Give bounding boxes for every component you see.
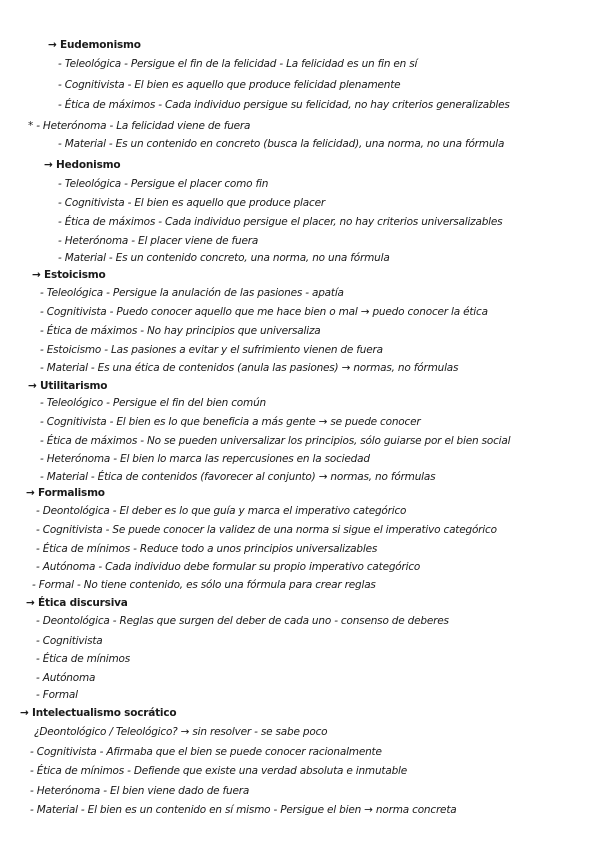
note-line: - Ética de mínimos - Reduce todo a unos principios universalizables [36, 543, 378, 555]
note-line: - Ética de mínimos [36, 653, 131, 665]
note-line: - Cognitivista - Puedo conocer aquello que me hace bien o mal → puedo conocer la ética [40, 306, 488, 318]
section-heading: → Estoicismo [32, 269, 106, 281]
note-line: - Cognitivista - El bien es aquello que produce felicidad plenamente [58, 79, 401, 91]
note-line: - Heterónoma - El bien viene dado de fuera [30, 785, 250, 797]
note-line: - Heterónoma - El placer viene de fuera [58, 235, 259, 247]
note-line: - Cognitivista - El bien es aquello que produce placer [58, 197, 325, 209]
note-line: - Material - Es un contenido en concreto (busca la felicidad), una norma, no una fórmula [58, 138, 505, 150]
note-line: - Material - El bien es un contenido en sí mismo - Persigue el bien → norma concreta [30, 804, 457, 816]
section-heading: → Formalismo [26, 487, 105, 499]
note-line: - Ética de máximos - No se pueden universalizar los principios, sólo guiarse por el bien social [40, 435, 511, 447]
section-heading: → Eudemonismo [48, 39, 141, 51]
note-line: - Cognitivista - Se puede conocer la validez de una norma si sigue el imperativo categórico [36, 524, 497, 536]
note-line: - Teleológica - Persigue la anulación de las pasiones - apatía [40, 287, 344, 299]
note-line: - Ética de máximos - Cada individuo persigue su felicidad, no hay criterios generalizables [58, 99, 510, 111]
note-line: - Cognitivista - El bien es lo que beneficia a más gente → se puede conocer [40, 416, 421, 428]
note-line: * - Heterónoma - La felicidad viene de fuera [28, 120, 251, 132]
section-heading: → Hedonismo [44, 159, 121, 171]
note-line: - Heterónoma - El bien lo marca las repercusiones en la sociedad [40, 453, 370, 465]
note-line: - Formal [36, 689, 78, 701]
note-line: - Material - Es un contenido concreto, una norma, no una fórmula [58, 252, 390, 264]
note-line: - Ética de máximos - No hay principios que universaliza [40, 325, 321, 337]
section-heading: → Utilitarismo [28, 380, 108, 392]
note-line: - Deontológica - Reglas que surgen del deber de cada uno - consenso de deberes [36, 615, 449, 627]
note-line: - Cognitivista - Afirmaba que el bien se puede conocer racionalmente [30, 746, 382, 758]
note-line: ¿Deontológico / Teleológico? → sin resolver - se sabe poco [34, 726, 328, 738]
note-line: - Autónoma [36, 672, 96, 684]
note-line: - Deontológica - El deber es lo que guía y marca el imperativo categórico [36, 505, 407, 517]
note-line: - Formal - No tiene contenido, es sólo una fórmula para crear reglas [32, 579, 376, 591]
note-line: - Cognitivista [36, 635, 103, 647]
note-line: - Teleológico - Persigue el fin del bien común [40, 397, 266, 409]
note-line: - Ética de máximos - Cada individuo persigue el placer, no hay criterios universalizables [58, 216, 503, 228]
section-heading: → Ética discursiva [26, 597, 128, 609]
note-line: - Teleológica - Persigue el fin de la felicidad - La felicidad es un fin en sí [58, 58, 418, 70]
section-heading: → Intelectualismo socrático [20, 707, 177, 719]
note-line: - Estoicismo - Las pasiones a evitar y el sufrimiento vienen de fuera [40, 344, 383, 356]
note-line: - Ética de mínimos - Defiende que existe una verdad absoluta e inmutable [30, 765, 408, 777]
note-line: - Material - Es una ética de contenidos (anula las pasiones) → normas, no fórmulas [40, 362, 459, 374]
note-line: - Autónoma - Cada individuo debe formular su propio imperativo categórico [36, 561, 421, 573]
note-line: - Material - Ética de contenidos (favorecer al conjunto) → normas, no fórmulas [40, 471, 436, 483]
note-line: - Teleológica - Persigue el placer como fin [58, 178, 269, 190]
